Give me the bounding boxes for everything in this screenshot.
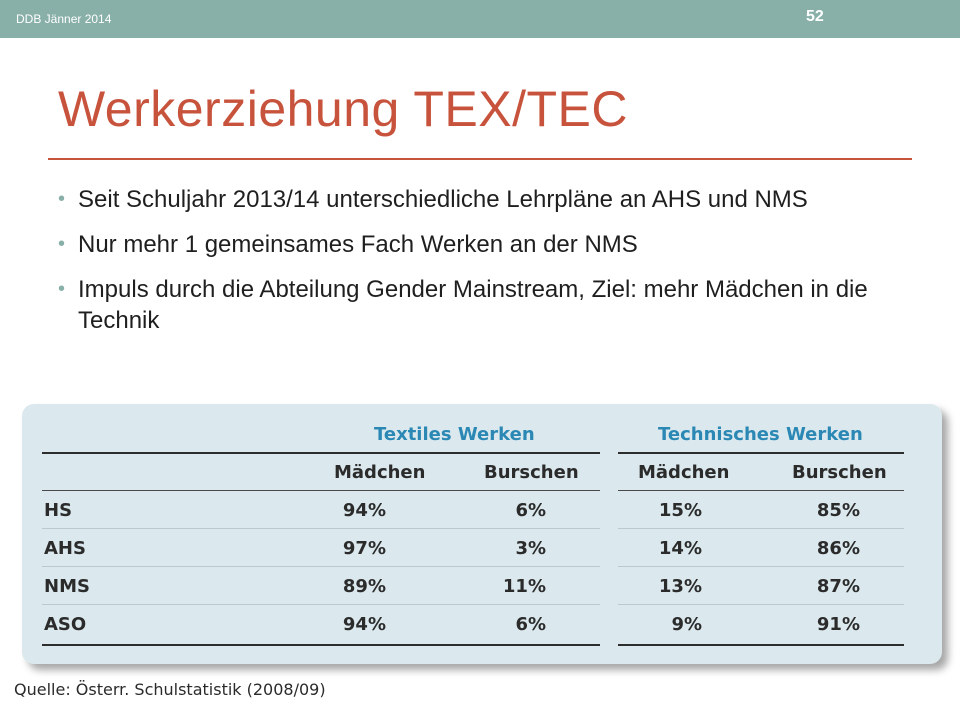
slide-title: Werkerziehung TEX/TEC (58, 81, 628, 137)
bullet-dot-icon: • (58, 188, 66, 210)
row-label: ASO (44, 614, 87, 635)
table-cell: 11% (502, 576, 546, 597)
table-bottom-rule (42, 644, 600, 646)
bullet-text: Seit Schuljahr 2013/14 unterschiedliche Lehrpläne an AHS und NMS (78, 186, 808, 213)
row-divider (42, 528, 600, 529)
table-cell: 14% (658, 538, 702, 559)
bullet-text: Nur mehr 1 gemeinsames Fach Werken an der NMS (78, 231, 638, 258)
table-cell: 86% (816, 538, 860, 559)
table-top-rule (42, 452, 600, 454)
table-cell: 94% (342, 614, 386, 635)
title-divider (48, 158, 912, 160)
row-label: AHS (44, 538, 86, 559)
table-cell: 13% (658, 576, 702, 597)
table-bottom-rule (618, 644, 904, 646)
column-header: Mädchen (334, 462, 426, 483)
slide-header-bar (0, 0, 960, 38)
bullet-list (58, 184, 888, 350)
table-cell: 6% (515, 500, 546, 521)
table-cell: 3% (515, 538, 546, 559)
row-label: HS (44, 500, 73, 521)
bullet-dot-icon: • (58, 233, 66, 255)
table-top-rule (618, 452, 904, 454)
table-cell: 91% (816, 614, 860, 635)
group-header-textiles: Textiles Werken (374, 424, 535, 445)
column-header: Mädchen (638, 462, 730, 483)
group-header-technisches: Technisches Werken (658, 424, 863, 445)
footer-date: DDB Jänner 2014 (16, 12, 112, 26)
table-cell: 15% (658, 500, 702, 521)
table-cell: 9% (671, 614, 702, 635)
bullet-item (58, 229, 888, 260)
bullet-text: Impuls durch die Abteilung Gender Mainstream, Ziel: mehr Mädchen in die Technik (78, 276, 868, 334)
column-header: Burschen (484, 462, 579, 483)
table-cell: 89% (342, 576, 386, 597)
row-divider (618, 566, 904, 567)
row-label: NMS (44, 576, 90, 597)
table-cell: 94% (342, 500, 386, 521)
row-divider (42, 604, 600, 605)
table-source: Quelle: Österr. Schulstatistik (2008/09) (14, 680, 326, 699)
bullet-item (58, 274, 888, 336)
row-divider (618, 528, 904, 529)
table-cell: 87% (816, 576, 860, 597)
slide-number: 52 (806, 8, 824, 25)
table-cell: 6% (515, 614, 546, 635)
statistics-table (22, 404, 942, 664)
bullet-item (58, 184, 888, 215)
bullet-dot-icon: • (58, 278, 66, 300)
header-rule (618, 490, 904, 491)
row-divider (618, 604, 904, 605)
table-cell: 97% (342, 538, 386, 559)
row-divider (42, 566, 600, 567)
header-rule (42, 490, 600, 491)
table-cell: 85% (816, 500, 860, 521)
column-header: Burschen (792, 462, 887, 483)
